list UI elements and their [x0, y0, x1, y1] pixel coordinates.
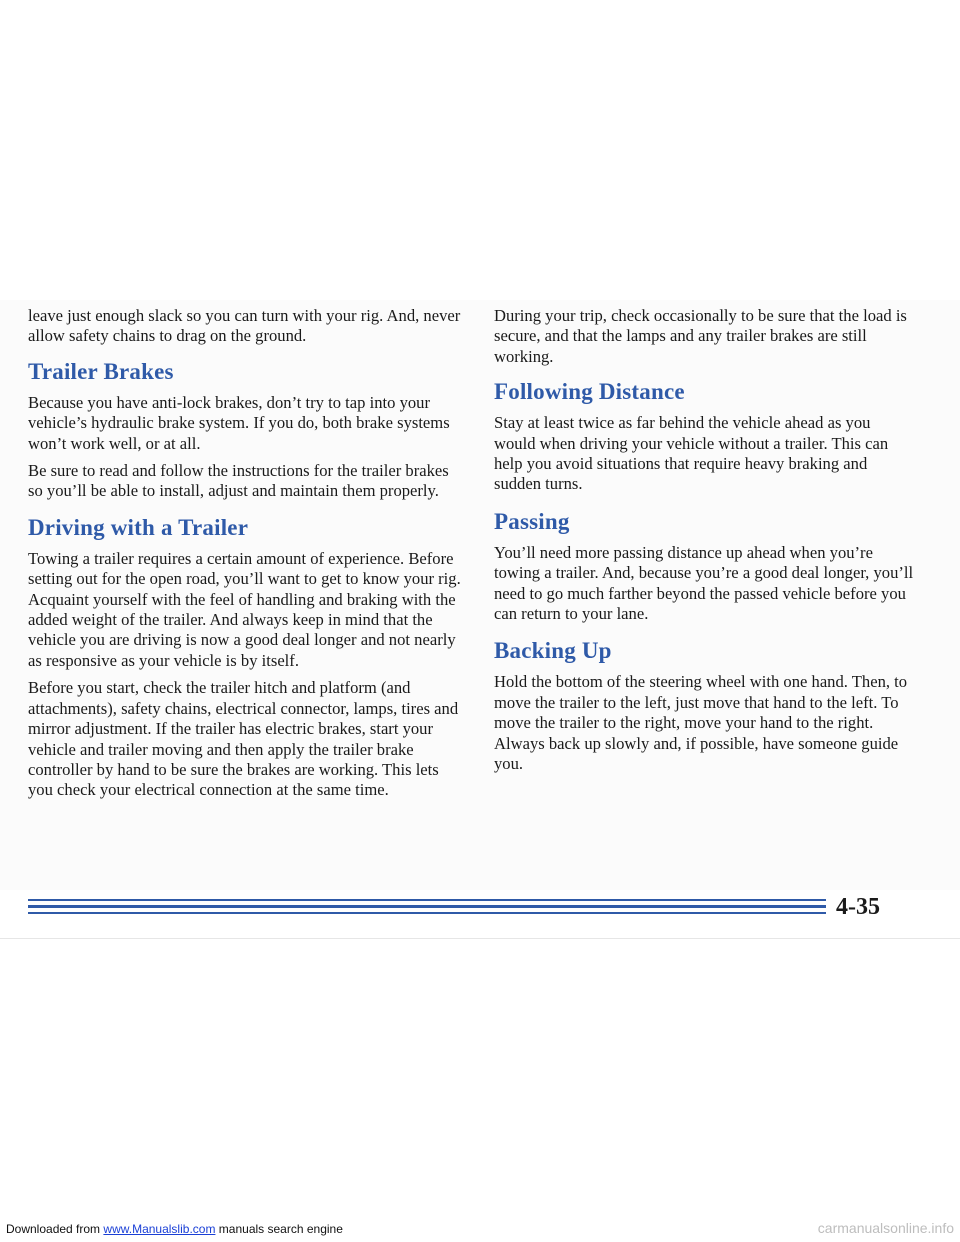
following-distance-heading: Following Distance	[494, 379, 685, 405]
driving-with-trailer-paragraph-2: Before you start, check the trailer hitch and platform (and attachments), safety chains, electrical connector, lamps, tires and mirror adjustment. If the trailer has electric brakes, start your vehicle and trailer moving and then apply the trailer brake controller by hand to be sure the brakes are working. This lets you check your electrical connection at the same time.	[28, 678, 459, 800]
passing-heading: Passing	[494, 508, 570, 534]
download-credit-suffix: manuals search engine	[218, 1222, 343, 1236]
passing-paragraph: You’ll need more passing distance up ahead when you’re towing a trailer. And, because you’re a good deal longer, you’ll need to go much farther beyond the passed vehicle before you can return to your lane.	[494, 542, 914, 624]
footer-rule-line-2	[28, 905, 826, 908]
manualslib-link[interactable]: www.Manualslib.com	[103, 1222, 216, 1236]
backing-up-paragraph: Hold the bottom of the steering wheel with one hand. Then, to move the trailer to the left, just move that hand to the left. To move the trailer to the right, move your hand to the right. Always back up slowly and, if possible, have someone guide you.	[494, 672, 908, 774]
right-intro-paragraph: During your trip, check occasionally to be sure that the load is secure, and that the lamps and any trailer brakes are still working.	[494, 306, 907, 366]
trailer-brakes-heading: Trailer Brakes	[28, 358, 174, 384]
trailer-brakes-paragraph-1: Because you have anti-lock brakes, don’t try to tap into your vehicle’s hydraulic brake system. If you do, both brake systems won’t work well, or at all.	[28, 392, 450, 453]
left-intro-paragraph: leave just enough slack so you can turn with your rig. And, never allow safety chains to drag on the ground.	[28, 306, 461, 346]
backing-up-heading: Backing Up	[494, 638, 612, 664]
driving-with-trailer-paragraph-1: Towing a trailer requires a certain amount of experience. Before setting out for the open road, you’ll want to get to know your rig. Acquaint yourself with the feel of handling and braking with the added weight of the trailer. And always keep in mind that the vehicle you are driving is now a good deal longer and not nearly as responsive as your vehicle is by itself.	[28, 548, 461, 670]
watermark-text: carmanualsonline.info	[817, 1220, 954, 1236]
right-column	[494, 306, 914, 782]
footer-rule-line-3	[28, 912, 826, 914]
trailer-brakes-paragraph-2: Be sure to read and follow the instructions for the trailer brakes so you’ll be able to install, adjust and maintain them properly.	[28, 461, 449, 501]
download-credit	[6, 1222, 343, 1236]
download-credit-prefix: Downloaded from	[6, 1222, 101, 1236]
left-column	[28, 306, 462, 808]
driving-with-trailer-heading: Driving with a Trailer	[28, 514, 249, 540]
footer-rule-line-1	[28, 899, 826, 901]
bottom-margin	[0, 1020, 960, 1242]
following-distance-paragraph: Stay at least twice as far behind the vehicle ahead as you would when driving your vehicle without a trailer. This can help you avoid situations that require heavy braking and sudden turns.	[494, 413, 889, 494]
page-number: 4-35	[836, 894, 880, 920]
page-edge-line	[0, 938, 960, 939]
top-margin	[0, 0, 960, 300]
footer-rule	[0, 896, 960, 928]
